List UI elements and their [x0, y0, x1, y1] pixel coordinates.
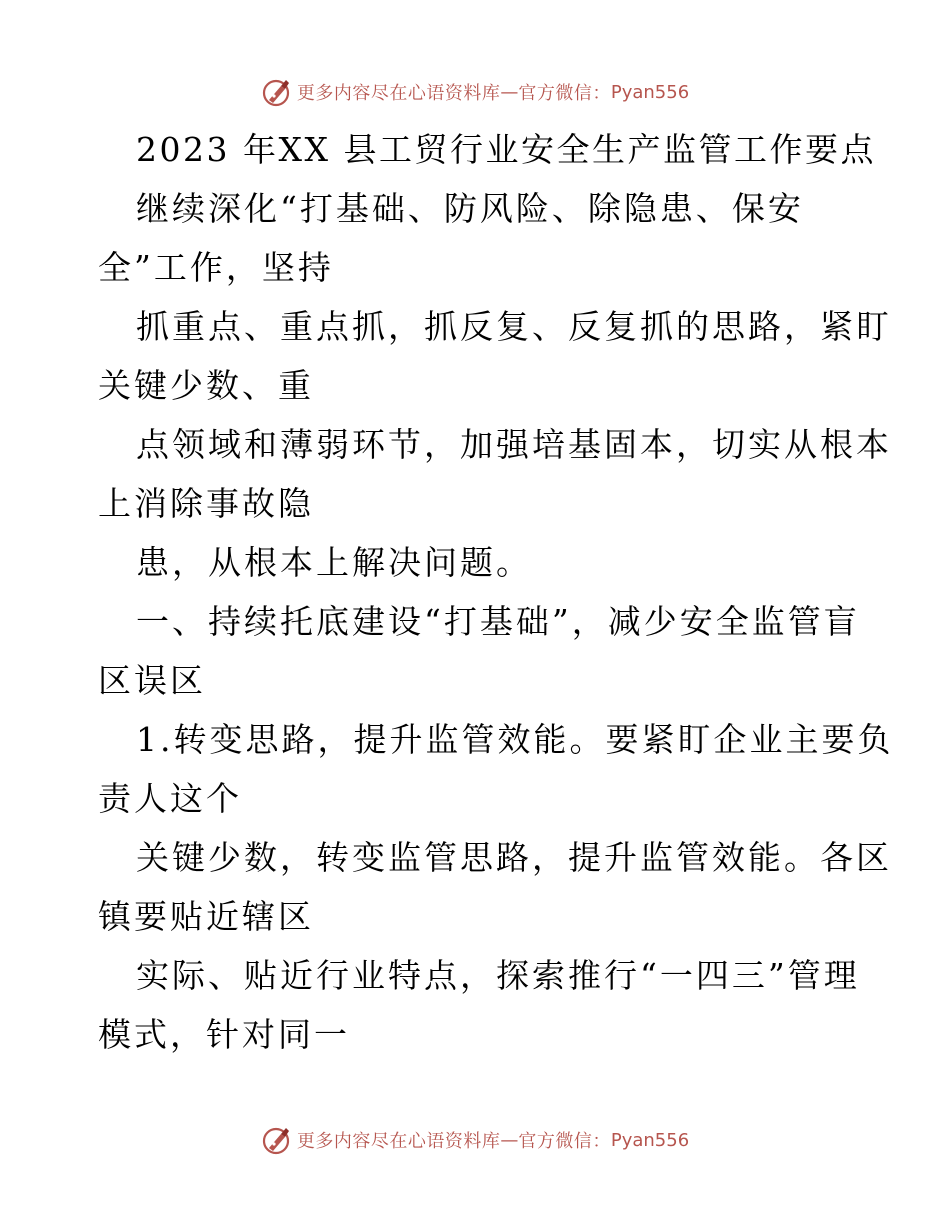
section-heading: 一、持续托底建设“打基础”，减少安全监管盲	[136, 602, 860, 641]
paragraph-line: 患，从根本上解决问题。	[136, 543, 532, 582]
document-title: 2023 年XX 县工贸行业安全生产监管工作要点	[136, 130, 876, 169]
pen-logo-icon	[261, 76, 293, 108]
watermark-separator: —	[500, 81, 519, 103]
header-watermark	[0, 72, 950, 112]
paragraph-line: 关键少数、重	[98, 366, 314, 405]
paragraph-line: 抓重点、重点抓，抓反复、反复抓的思路，紧盯	[136, 307, 892, 346]
paragraph-line: 实际、贴近行业特点，探索推行“一四三”管理	[136, 956, 860, 995]
pen-logo-icon	[261, 1124, 293, 1156]
watermark-wechat-label: 官方微信：	[518, 83, 611, 104]
watermark-text: 更多内容尽在心语资料库	[296, 1131, 501, 1152]
watermark-text: 更多内容尽在心语资料库	[296, 83, 501, 104]
paragraph-line: 全”工作，坚持	[98, 248, 334, 287]
watermark-wechat-id: Pyan556	[610, 1129, 690, 1151]
paragraph-line: 上消除事故隐	[98, 484, 314, 523]
watermark-wechat-id: Pyan556	[610, 81, 690, 103]
paragraph-line: 镇要贴近辖区	[98, 897, 314, 936]
paragraph-line: 1.转变思路，提升监管效能。要紧盯企业主要负	[136, 720, 894, 759]
footer-watermark	[0, 1120, 950, 1160]
document-body	[98, 120, 894, 1064]
paragraph-line: 责人这个	[98, 779, 242, 818]
watermark-wechat-label: 官方微信：	[518, 1131, 611, 1152]
paragraph-line: 关键少数，转变监管思路，提升监管效能。各区	[136, 838, 892, 877]
paragraph-line: 模式，针对同一	[98, 1015, 350, 1054]
watermark-separator: —	[500, 1129, 519, 1151]
paragraph-line: 继续深化“打基础、防风险、除隐患、保安	[136, 189, 804, 228]
section-heading-continuation: 区误区	[98, 661, 206, 700]
paragraph-line: 点领域和薄弱环节，加强培基固本，切实从根本	[136, 425, 892, 464]
